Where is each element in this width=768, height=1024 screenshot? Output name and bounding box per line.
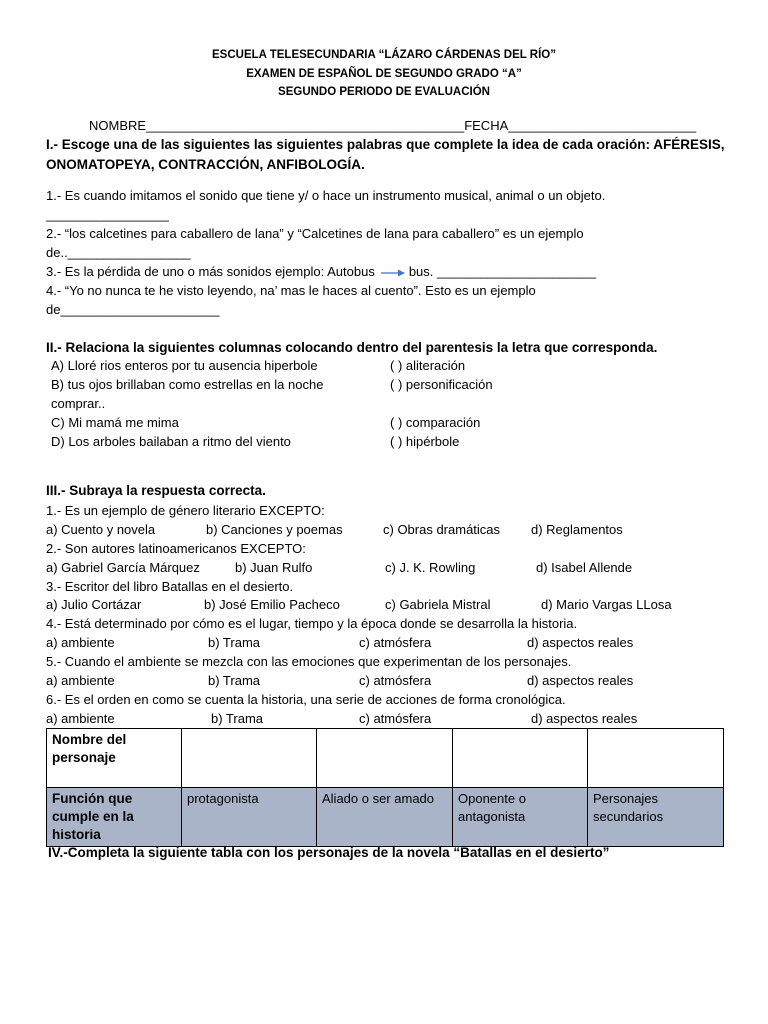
s3-q5-option-a[interactable]: a) ambiente [46,673,115,688]
s3-q3-option-a[interactable]: a) Julio Cortázar [46,597,142,612]
match-left-b: B) tus ojos brillaban como estrellas en la noche [51,377,324,392]
s3-q5-option-c[interactable]: c) atmósfera [359,673,432,688]
s3-q4-option-d[interactable]: d) aspectos reales [527,635,634,650]
role-cell: Oponente o antagonista [453,788,588,847]
s3-question-6: 6.- Es el orden en como se cuenta la historia, una serie de acciones de forma cronológica. [46,692,566,707]
table-row [47,729,724,788]
s3-q1-option-b[interactable]: b) Canciones y poemas [206,522,343,537]
s1-answer-2-blank[interactable]: de.._________________ [46,245,191,260]
row-header-character-name: Nombre del personaje [47,729,182,788]
section-3-title: III.- Subraya la respuesta correcta. [46,483,266,498]
s3-q2-option-a[interactable]: a) Gabriel García Márquez [46,560,200,575]
s3-q1-option-c[interactable]: c) Obras dramáticas [383,522,501,537]
s3-q2-option-d[interactable]: d) Isabel Allende [536,560,633,575]
section-4-title: IV.-Completa la siguiente tabla con los personajes de la novela “Batallas en el desierto” [48,845,610,860]
role-cell: Aliado o ser amado [317,788,453,847]
row-header-role: Función que cumple en la historia [47,788,182,847]
match-left-c: C) Mi mamá me mima [51,415,179,430]
match-left-d: D) Los arboles bailaban a ritmo del viento [51,434,291,449]
s3-q4-option-a[interactable]: a) ambiente [46,635,115,650]
s1-question-2: 2.- “los calcetines para caballero de lana” y “Calcetines de lana para caballero” es un ejemplo [46,226,584,241]
s1-question-3-text: 3.- Es la pérdida de uno o más sonidos ejemplo: Autobus [46,264,375,279]
s3-q3-option-c[interactable]: c) Gabriela Mistral [385,597,491,612]
s3-q1-option-a[interactable]: a) Cuento y novela [46,522,156,537]
s3-question-2: 2.- Son autores latinoamericanos EXCEPTO: [46,541,306,556]
character-name-cell[interactable] [317,729,453,788]
s3-q5-option-b[interactable]: b) Trama [208,673,261,688]
match-right-4[interactable]: ( ) hipérbole [390,434,460,449]
section-2-title: II.- Relaciona la siguientes columnas colocando dentro del parentesis la letra que corresponda. [46,340,658,355]
name-label: NOMBRE [89,118,147,133]
evaluation-period: SEGUNDO PERIODO DE EVALUACIÓN [278,86,490,98]
section-1-title-line2: ONOMATOPEYA, CONTRACCIÓN, ANFIBOLOGÍA. [46,157,365,172]
s3-q6-option-a[interactable]: a) ambiente [46,711,115,726]
s3-q4-option-c[interactable]: c) atmósfera [359,635,432,650]
right-arrow-icon [381,268,405,278]
s3-question-4: 4.- Está determinado por cómo es el lugar, tiempo y la época donde se desarrolla la historia. [46,616,578,631]
s3-question-5: 5.- Cuando el ambiente se mezcla con las emociones que experimentan de los personajes. [46,654,572,669]
date-field[interactable]: __________________________ [508,118,697,133]
s1-answer-1-blank[interactable]: _________________ [46,207,169,222]
match-left-b-cont: comprar.. [51,396,106,411]
s3-q6-option-c[interactable]: c) atmósfera [359,711,432,726]
s1-question-4: 4.- “Yo no nunca te he visto leyendo, na’ mas le haces al cuento”. Esto es un ejemplo [46,283,536,298]
s3-q6-option-d[interactable]: d) aspectos reales [531,711,638,726]
s3-q1-option-d[interactable]: d) Reglamentos [531,522,623,537]
match-right-1[interactable]: ( ) aliteración [390,358,466,373]
s3-q2-option-c[interactable]: c) J. K. Rowling [385,560,476,575]
s1-question-3 [46,264,596,280]
s3-q2-option-b[interactable]: b) Juan Rulfo [235,560,313,575]
exam-title: EXAMEN DE ESPAÑOL DE SEGUNDO GRADO “A” [246,68,522,80]
role-cell: protagonista [182,788,317,847]
match-right-2[interactable]: ( ) personificación [390,377,493,392]
s3-q4-option-b[interactable]: b) Trama [208,635,261,650]
match-right-3[interactable]: ( ) comparación [390,415,481,430]
s3-q5-option-d[interactable]: d) aspectos reales [527,673,634,688]
date-label: FECHA [464,118,509,133]
character-name-cell[interactable] [182,729,317,788]
s1-answer-4-blank[interactable]: de______________________ [46,302,220,317]
character-name-cell[interactable] [453,729,588,788]
s1-question-1: 1.- Es cuando imitamos el sonido que tiene y/ o hace un instrumento musical, animal o un objeto. [46,188,606,203]
match-left-a: A) Lloré rios enteros por tu ausencia hiperbole [51,358,318,373]
student-info-line [89,118,696,134]
character-name-cell[interactable] [588,729,724,788]
name-field[interactable]: ____________________________________________ [146,118,465,133]
role-cell: Personajes secundarios [588,788,724,847]
s3-q6-option-b[interactable]: b) Trama [211,711,264,726]
section-1-title-line1: I.- Escoge una de las siguientes las siguientes palabras que complete la idea de cada oración: AFÉRESIS, [46,137,725,152]
s3-q3-option-d[interactable]: d) Mario Vargas LLosa [541,597,672,612]
s3-question-3: 3.- Escritor del libro Batallas en el desierto. [46,579,294,594]
table-row [47,788,724,847]
s3-question-1: 1.- Es un ejemplo de género literario EXCEPTO: [46,503,325,518]
school-name: ESCUELA TELESECUNDARIA “LÁZARO CÁRDENAS DEL RÍO” [212,49,556,61]
characters-table [46,728,724,847]
s1-answer-3-blank[interactable]: bus. ______________________ [408,264,597,279]
s3-q3-option-b[interactable]: b) José Emilio Pacheco [204,597,340,612]
